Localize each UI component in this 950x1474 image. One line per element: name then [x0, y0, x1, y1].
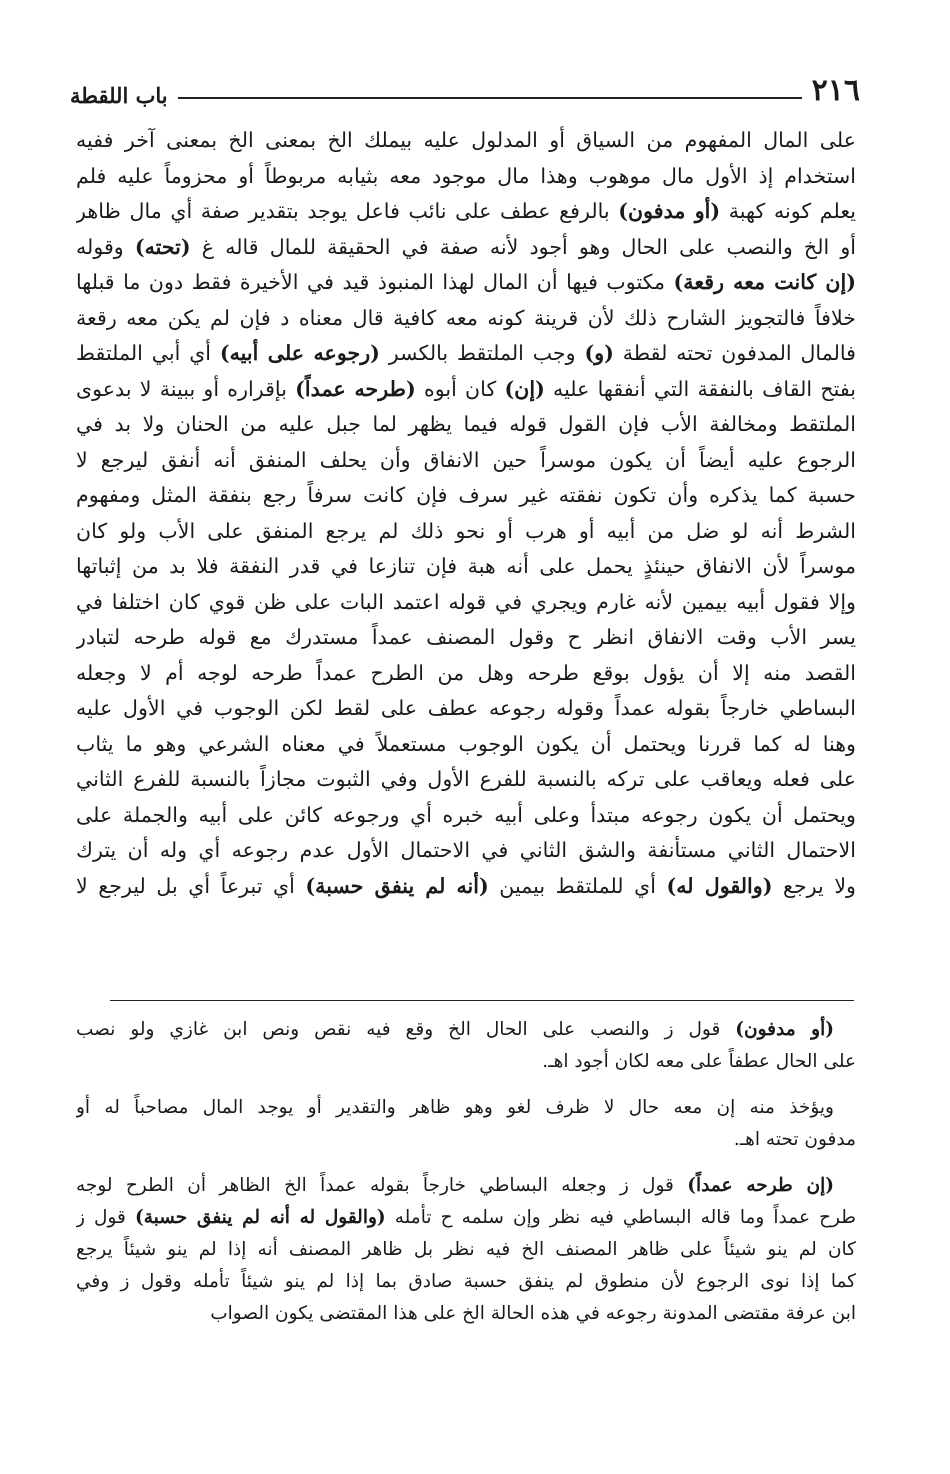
text-run: قول ز والنصب على الحال الخ وقع فيه نقص ونص ابن غازي ولو نصب	[76, 1019, 736, 1040]
text-line	[76, 372, 856, 408]
bold-term: (رجوعه على أبيه)	[219, 341, 380, 365]
text-run: قول ز وجعله البساطي خارجاً بقوله عمداً الخ الظاهر أن الطرح لوجه	[76, 1175, 688, 1196]
text-run: حسبة كما يذكره وأن تكون نفقته غير سرف فإن كانت سرفاً رجع بنفقة المثل ومفهوم	[76, 483, 856, 507]
text-run: كان لم ينو شيئاً على ظاهر المصنف الخ فيه نظر بل ظاهر المصنف أنه إذا لم ينو شيئاً يرجع	[76, 1239, 856, 1260]
text-run: فالمال المدفون تحته لقطة	[613, 341, 856, 365]
text-run: القصد منه إلا أن يؤول بوقع طرحه وهل من الطرح عمداً طرحه لوجه أم لا وجعله	[76, 660, 856, 685]
text-run: الملتقط ومخالفة الأب فإن القول قوله فيما يظهر لما جبل عليه من الحنان ولا بد في	[76, 412, 856, 436]
chapter-title: باب اللقطة	[70, 83, 168, 108]
text-line	[76, 656, 856, 692]
text-run: ويؤخذ منه إن معه حال لا ظرف لغو وهو ظاهر والتقدير أو يوجد المال مصاحباً له أو	[76, 1097, 834, 1118]
text-line	[76, 123, 856, 159]
bold-term: (أو مدفون)	[618, 199, 721, 223]
text-line	[76, 265, 856, 301]
bold-term: (إن طرحه عمداً)	[687, 1175, 834, 1196]
bold-term: (والقول له أنه لم ينفق حسبة)	[135, 1207, 386, 1228]
text-run: يسر الأب وقت الانفاق انظر ح وقول المصنف عمداً مستدرك مع قوله طرحه لتبادر	[76, 625, 856, 649]
text-line	[76, 336, 856, 372]
text-run: على الحال عطفاً على معه لكان أجود اهـ.	[542, 1051, 856, 1072]
text-line	[76, 301, 856, 337]
footnote-line	[76, 1234, 856, 1266]
text-run: أي للملتقط بيمين	[488, 873, 667, 898]
text-line	[76, 443, 856, 479]
text-run: ولا يرجع	[772, 873, 856, 898]
text-run: مكتوب فيها أن المال لهذا المنبوذ قيد في الأخيرة فقط دون ما قبلها	[76, 270, 674, 294]
text-run: مدفون تحته اهـ.	[733, 1129, 856, 1150]
text-line	[76, 620, 856, 656]
bold-term: (والقول له)	[666, 873, 773, 898]
text-run: أي تبرعاً أي بل ليرجع لا	[76, 873, 306, 898]
page-header	[70, 62, 860, 106]
text-run: ويحتمل أن يكون رجوعه مبتدأ وعلى أبيه خبره أي ورجوعه كائن على أبيه والجملة على	[76, 802, 856, 827]
text-run: قول ز	[76, 1207, 136, 1228]
text-run: أي أبي الملتقط	[76, 341, 220, 365]
text-run: كما إذا نوى الرجوع لأن منطوق لم ينفق حسبة صادق بما إذا لم ينو شيئاً تأمله وقول ز وفي	[76, 1271, 856, 1292]
bold-term: (إن)	[504, 376, 545, 401]
text-run: وجب الملتقط بالكسر	[379, 341, 585, 365]
bold-term: (و)	[584, 341, 614, 365]
footnote-line	[76, 1124, 856, 1156]
footnote-line	[76, 1014, 856, 1046]
text-line	[76, 585, 856, 621]
bold-term: (أو مدفون)	[735, 1019, 834, 1040]
footnotes-block	[76, 1014, 856, 1330]
text-line	[76, 727, 856, 763]
text-run: ابن عرفة مقتضى المدونة رجوعه في هذه الحالة الخ على هذا المقتضى يكون الصواب	[210, 1303, 856, 1324]
text-run: وهنا له كما قررنا ويحتمل أن يكون الوجوب مستعملاً في معناه الشرعي وهو ما يثاب	[76, 731, 856, 756]
bold-term: (إن كانت معه رقعة)	[673, 270, 856, 294]
footnote-line	[76, 1046, 856, 1078]
footnote-line	[76, 1170, 856, 1202]
text-run: استخدام إذ الأول مال موهوب وهذا مال موجود معه بثيابه مربوطاً أو محزوماً عليه فلم	[76, 163, 856, 188]
bold-term: (طرحه عمداً)	[295, 376, 416, 401]
text-line	[76, 833, 856, 869]
page-number: ٢١٦	[811, 73, 860, 108]
text-line	[76, 407, 856, 443]
text-run: الشرط أنه لو ضل من أبيه أو هرب أو نحو ذلك لم يرجع المنفق على الأب ولو كان	[76, 518, 856, 543]
text-line	[76, 762, 856, 798]
footnote-paragraph	[76, 1014, 856, 1078]
footnote-line	[76, 1298, 856, 1330]
text-run: على فعله ويعاقب على تركه بالنسبة للفرع الأول وفي الثبوت مجازاً بالنسبة للفرع الثاني	[76, 767, 856, 791]
text-run: بفتح القاف بالنفقة التي أنفقها عليه	[544, 376, 856, 401]
text-run: وإلا فقول أبيه بيمين لأنه غارم ويجري في قوله اعتمد البات على ظن قوي كان اختلفا في	[76, 589, 856, 614]
text-run: يعلم كونه كهبة	[720, 199, 856, 223]
text-run: الاحتمال الثاني مستأنفة والشق الثاني في الاحتمال الأول عدم رجوعه أي وله أن يترك	[76, 838, 856, 862]
footnote-line	[76, 1202, 856, 1234]
text-run: طرح عمداً وما قاله البساطي فيه نظر وإن سلمه ح تأمله	[385, 1207, 856, 1228]
footnote-divider	[110, 1000, 854, 1001]
text-line	[76, 478, 856, 514]
text-line	[76, 159, 856, 195]
text-run: أو الخ والنصب على الحال وهو أجود لأنه صفة في الحقيقة للمال قاله غ	[190, 234, 856, 259]
footnote-line	[76, 1092, 856, 1124]
text-line	[76, 514, 856, 550]
text-line	[76, 869, 856, 905]
text-line	[76, 798, 856, 834]
text-run: خلافاً فالتجويز الشارح ذلك لأن قرينة كونه معه كافية قال معناه د فإن لم يكن معه رقعة	[76, 305, 856, 330]
text-line	[76, 194, 856, 230]
text-line	[76, 549, 856, 585]
text-run: على المال المفهوم من السياق أو المدلول عليه بيملك الخ بمعنى الخ بمعنى آخر ففيه	[76, 128, 856, 152]
text-run: البساطي خارجاً بقوله عمداً وقوله رجوعه عطف على لقط لكن الوجوب في الأول عليه	[76, 696, 856, 720]
text-run: بالرفع عطف على نائب فاعل يوجد بتقدير صفة أي مال ظاهر	[76, 199, 619, 223]
text-run: كان أبوه	[415, 376, 505, 401]
text-run: بإقراره أو ببينة لا بدعوى	[76, 376, 296, 401]
main-text-block	[76, 123, 856, 904]
text-line	[76, 691, 856, 727]
text-run: الرجوع عليه أيضاً أن يكون موسراً حين الانفاق وأن يحلف المنفق أنه أنفق ليرجع لا	[76, 447, 856, 472]
footnote-line	[76, 1266, 856, 1298]
bold-term: (تحته)	[134, 234, 191, 259]
bold-term: (أنه لم ينفق حسبة)	[305, 873, 489, 898]
footnote-paragraph	[76, 1092, 856, 1156]
header-rule	[178, 97, 802, 99]
footnote-paragraph	[76, 1170, 856, 1330]
text-run: موسراً لأن الانفاق حينئذٍ يحمل على أنه هبة فإن تنازعا في قدر النفقة فلا بد من إثباتها	[76, 554, 856, 578]
text-line	[76, 230, 856, 266]
text-run: وقوله	[76, 234, 135, 259]
